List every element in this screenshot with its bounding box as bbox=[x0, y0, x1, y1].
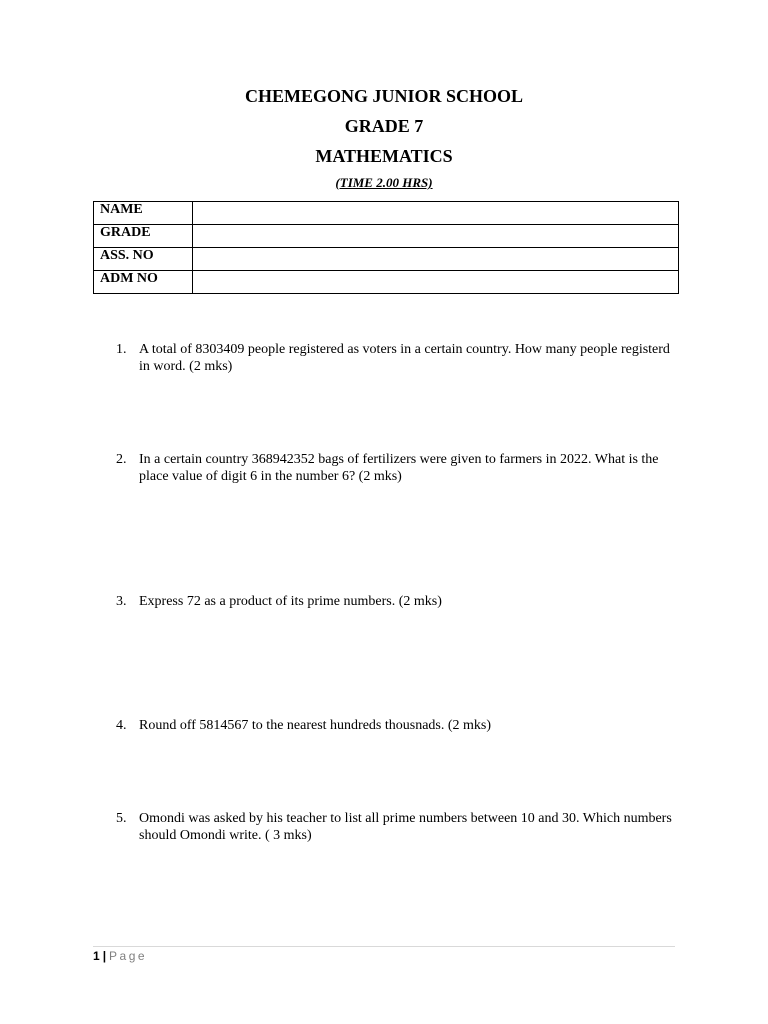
question-text: Omondi was asked by his teacher to list all prime numbers between 10 and 30. Which numbers should Omondi write. ( 3 mks) bbox=[139, 811, 672, 843]
info-label-ass-no: ASS. NO bbox=[94, 248, 193, 271]
info-value-adm-no[interactable] bbox=[193, 271, 679, 294]
question-text: Round off 5814567 to the nearest hundreds thousnads. (2 mks) bbox=[139, 718, 492, 733]
footer-divider bbox=[93, 946, 675, 947]
question-text: A total of 8303409 people registered as voters in a certain country. How many people registerd in word. (2 mks) bbox=[139, 342, 670, 374]
page-label: Page bbox=[109, 949, 148, 963]
question-1 bbox=[108, 341, 674, 375]
info-row-grade bbox=[94, 225, 679, 248]
question-3 bbox=[108, 593, 674, 610]
info-label-grade: GRADE bbox=[94, 225, 193, 248]
question-number: 1. bbox=[116, 342, 127, 357]
page-footer bbox=[93, 949, 147, 963]
school-title: CHEMEGONG JUNIOR SCHOOL bbox=[244, 86, 524, 106]
question-number: 3. bbox=[116, 594, 127, 609]
page-number: 1 bbox=[93, 949, 100, 963]
info-row-adm-no bbox=[94, 271, 679, 294]
question-number: 2. bbox=[116, 452, 127, 467]
question-text: In a certain country 368942352 bags of fertilizers were given to farmers in 2022. What is the place value of digit 6 in the number 6? (2 mks) bbox=[139, 452, 659, 484]
question-5 bbox=[108, 810, 674, 844]
footer-separator: | bbox=[102, 949, 107, 963]
info-row-name bbox=[94, 202, 679, 225]
info-value-grade[interactable] bbox=[193, 225, 679, 248]
question-number: 4. bbox=[116, 718, 127, 733]
question-4 bbox=[108, 717, 674, 734]
time-allowed: (TIME 2.00 HRS) bbox=[335, 175, 433, 190]
subject-title: MATHEMATICS bbox=[315, 146, 453, 166]
info-label-name: NAME bbox=[94, 202, 193, 225]
info-value-name[interactable] bbox=[193, 202, 679, 225]
info-label-adm-no: ADM NO bbox=[94, 271, 193, 294]
info-value-ass-no[interactable] bbox=[193, 248, 679, 271]
info-row-ass-no bbox=[94, 248, 679, 271]
question-number: 5. bbox=[116, 811, 127, 826]
question-2 bbox=[108, 451, 674, 485]
grade-title: GRADE 7 bbox=[344, 116, 424, 136]
student-info-table bbox=[93, 201, 679, 294]
question-text: Express 72 as a product of its prime numbers. (2 mks) bbox=[139, 594, 442, 609]
